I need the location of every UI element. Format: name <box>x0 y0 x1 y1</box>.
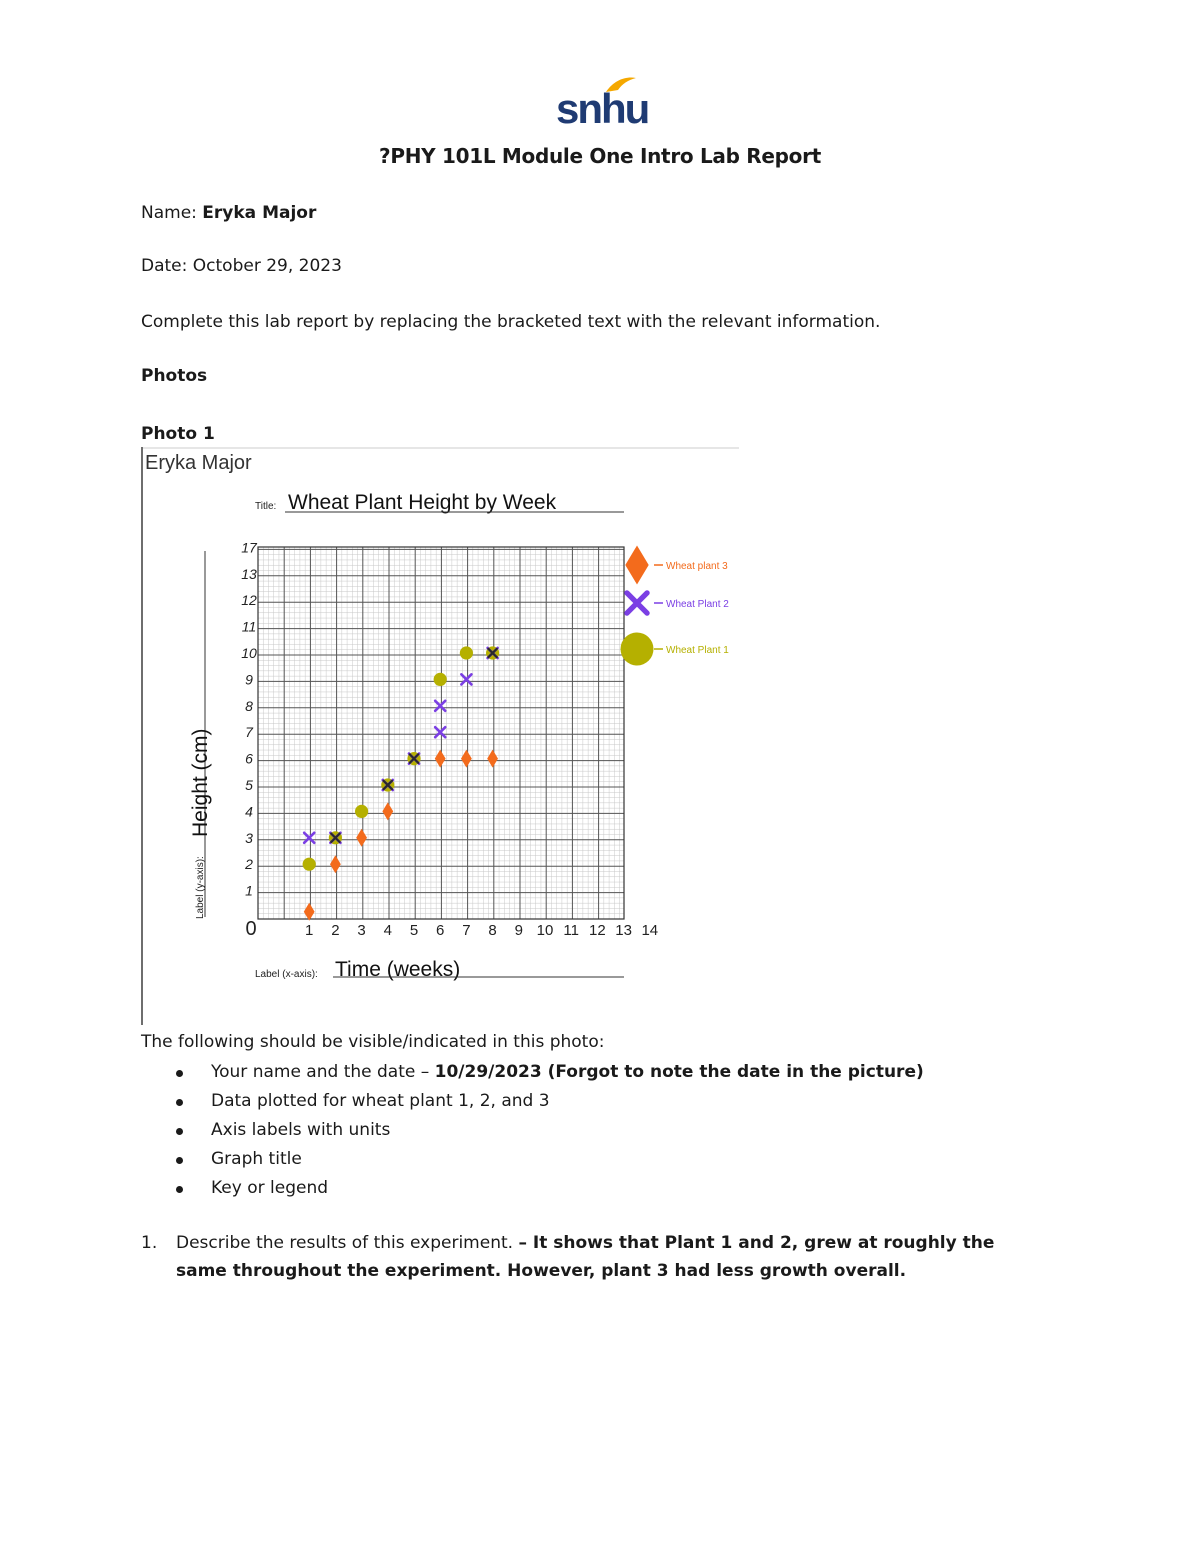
x-tick-label: 5 <box>409 922 419 939</box>
photo1-heading: Photo 1 <box>141 424 215 444</box>
bullet-icon <box>176 1099 183 1106</box>
checklist-item <box>170 1174 924 1203</box>
checklist-item <box>170 1116 924 1145</box>
checklist-text: Data plotted for wheat plant 1, 2, and 3 <box>211 1091 550 1111</box>
y-tick-label: 9 <box>245 671 253 688</box>
data-point-diamond <box>304 903 315 921</box>
x-tick-label: 4 <box>383 922 392 939</box>
snhu-logo <box>556 76 649 132</box>
legend-marker <box>627 593 647 613</box>
x-tick-label: 10 <box>536 922 554 939</box>
date-value: October 29, 2023 <box>192 256 342 276</box>
chart-title-label: Title: <box>255 501 277 512</box>
bullet-icon <box>176 1070 183 1077</box>
x-tick-label: 0 <box>245 918 257 940</box>
photos-heading: Photos <box>141 366 208 386</box>
checklist-item <box>170 1145 924 1174</box>
data-point-diamond <box>487 750 498 768</box>
data-point-diamond <box>461 750 472 768</box>
y-tick-label: 6 <box>245 750 253 767</box>
data-point-diamond <box>330 855 341 873</box>
x-tick-label: 7 <box>462 922 471 939</box>
bullet-icon <box>176 1186 183 1193</box>
data-point-diamond <box>382 802 393 820</box>
data-point-circle <box>355 805 368 818</box>
x-tick-label: 2 <box>331 922 340 939</box>
checklist-text: Key or legend <box>211 1178 329 1198</box>
x-tick-label: 3 <box>357 922 366 939</box>
question-number: 1. <box>141 1233 158 1253</box>
y-tick-label: 13 <box>241 565 257 582</box>
data-point-circle <box>303 858 316 871</box>
question-answer: – It shows that Plant 1 and 2, grew at roughly the same throughout the experiment. However, plant 3 had less growth overall. <box>176 1233 995 1281</box>
chart-grid <box>241 539 658 940</box>
y-tick-label: 2 <box>245 856 253 873</box>
checklist-text: Axis labels with units <box>211 1120 391 1140</box>
legend-marker <box>621 633 654 666</box>
y-tick-label: 17 <box>241 539 257 556</box>
y-tick-label: 11 <box>241 618 257 635</box>
x-tick-label: 8 <box>488 922 497 939</box>
y-tick-label: 8 <box>245 697 253 714</box>
checklist <box>170 1058 924 1203</box>
name-label: Name: <box>141 203 197 223</box>
y-tick-label: 10 <box>241 645 257 661</box>
logo-text: snhu <box>556 85 649 132</box>
x-axis-label: Time (weeks) <box>335 958 461 981</box>
bullet-icon <box>176 1157 183 1164</box>
y-axis-prefix: Label (y-axis): <box>195 856 206 919</box>
y-axis-label: Height (cm) <box>189 728 212 837</box>
legend-label: Wheat plant 3 <box>666 561 728 572</box>
wheat-height-chart <box>141 447 739 1027</box>
legend-label: Wheat Plant 2 <box>666 599 729 610</box>
document-title: ?PHY 101L Module One Intro Lab Report <box>379 144 821 168</box>
date-label: Date: <box>141 256 188 276</box>
checklist-text: Your name and the date – <box>211 1062 435 1082</box>
x-tick-label: 13 <box>615 922 632 939</box>
y-tick-label: 3 <box>245 829 253 846</box>
bullet-icon <box>176 1128 183 1135</box>
x-tick-label: 14 <box>641 922 659 939</box>
chart-title: Wheat Plant Height by Week <box>288 491 557 514</box>
name-line <box>141 202 316 224</box>
x-tick-label: 6 <box>436 922 445 939</box>
y-tick-label: 12 <box>241 592 257 609</box>
y-tick-label: 5 <box>245 777 253 793</box>
question-prompt: Describe the results of this experiment. <box>176 1233 519 1253</box>
chart-legend <box>621 546 730 666</box>
x-tick-label: 9 <box>514 922 523 939</box>
checklist-intro: The following should be visible/indicated in this photo: <box>141 1032 605 1052</box>
checklist-item <box>170 1087 924 1116</box>
y-tick-label: 1 <box>245 882 253 899</box>
photo-handwritten-name: Eryka Major <box>145 452 252 474</box>
x-axis-prefix: Label (x-axis): <box>255 969 318 980</box>
name-value: Eryka Major <box>202 203 317 223</box>
data-point-circle <box>460 646 473 659</box>
data-point-diamond <box>356 829 367 847</box>
legend-marker <box>625 546 648 585</box>
date-line <box>141 255 342 277</box>
x-tick-label: 11 <box>563 922 579 939</box>
checklist-item <box>170 1058 924 1087</box>
checklist-bold-text: 10/29/2023 (Forgot to note the date in the picture) <box>434 1062 924 1082</box>
x-tick-label: 1 <box>305 922 314 939</box>
y-tick-label: 4 <box>245 803 253 820</box>
checklist-text: Graph title <box>211 1149 302 1169</box>
legend-label: Wheat Plant 1 <box>666 645 729 656</box>
chart-marks <box>303 646 500 920</box>
data-point-circle <box>434 673 447 686</box>
instructions: Complete this lab report by replacing the bracketed text with the relevant information. <box>141 312 881 332</box>
x-tick-label: 12 <box>589 922 606 939</box>
data-point-diamond <box>435 750 446 768</box>
y-tick-label: 7 <box>245 724 253 741</box>
